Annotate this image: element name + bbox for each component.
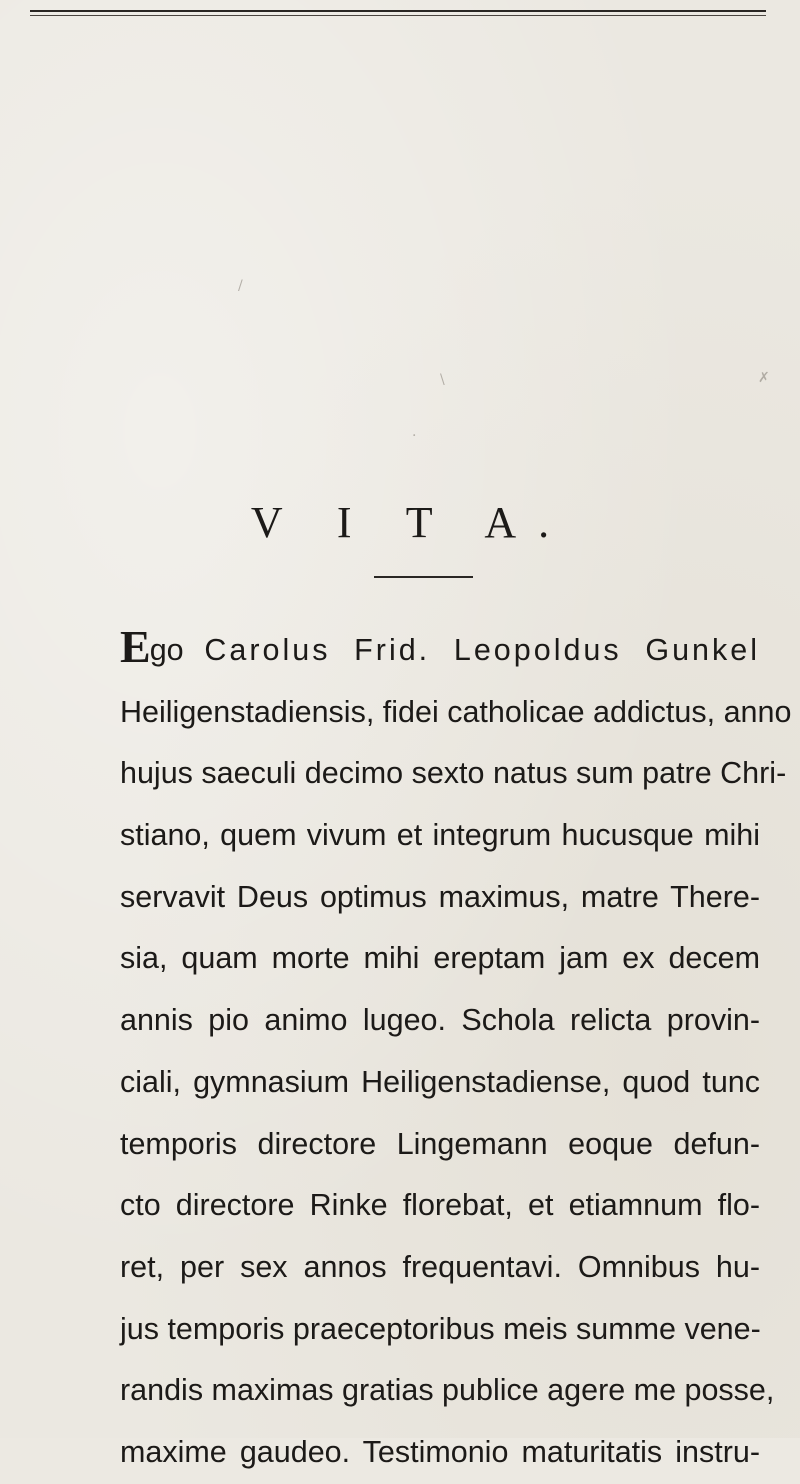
author-name: Carolus Frid. Leopoldus Gunkel (204, 633, 761, 667)
text-line: annis pio animo lugeo. Schola relicta provin- (120, 1003, 760, 1038)
text-line: hujus saeculi decimo sexto natus sum patre Chri- (120, 756, 787, 791)
text-line: cto directore Rinke florebat, et etiamnum flo- (120, 1188, 760, 1223)
text-line: jus temporis praeceptoribus meis summe vene- (120, 1311, 761, 1346)
text-line: randis maximas gratias publice agere me posse, (120, 1373, 775, 1408)
text-line: ret, per sex annos frequentavi. Omnibus hu- (120, 1249, 760, 1284)
text-line: servavit Deus optimus maximus, matre There- (120, 879, 760, 914)
bleed-through-mark: \ (440, 372, 445, 388)
drop-cap: E (120, 621, 151, 672)
text-line: sia, quam morte mihi ereptam jam ex decem (120, 941, 760, 976)
text-line: stiano, quem vivum et integrum hucusque mihi (120, 818, 760, 853)
text-line: Heiligenstadiensis, fidei catholicae addictus, anno (120, 694, 792, 729)
bleed-through-mark: ✗ (758, 370, 770, 386)
page-title: V I T A. (250, 498, 572, 547)
top-double-rule (30, 10, 766, 18)
top-rule-line-thick (30, 10, 766, 12)
line-fragment: go (149, 633, 205, 667)
title-rule (374, 576, 473, 578)
text-line (120, 620, 760, 682)
text-line: temporis directore Lingemann eoque defun- (120, 1126, 760, 1161)
text-line: maxime gaudeo. Testimonio maturitatis instru- (120, 1434, 760, 1469)
bleed-through-mark: / (238, 278, 243, 294)
body-text (120, 620, 792, 1484)
text-line: ciali, gymnasium Heiligenstadiense, quod tunc (120, 1064, 760, 1099)
top-rule-line-thin (30, 15, 766, 16)
bleed-through-mark: · (412, 428, 417, 444)
